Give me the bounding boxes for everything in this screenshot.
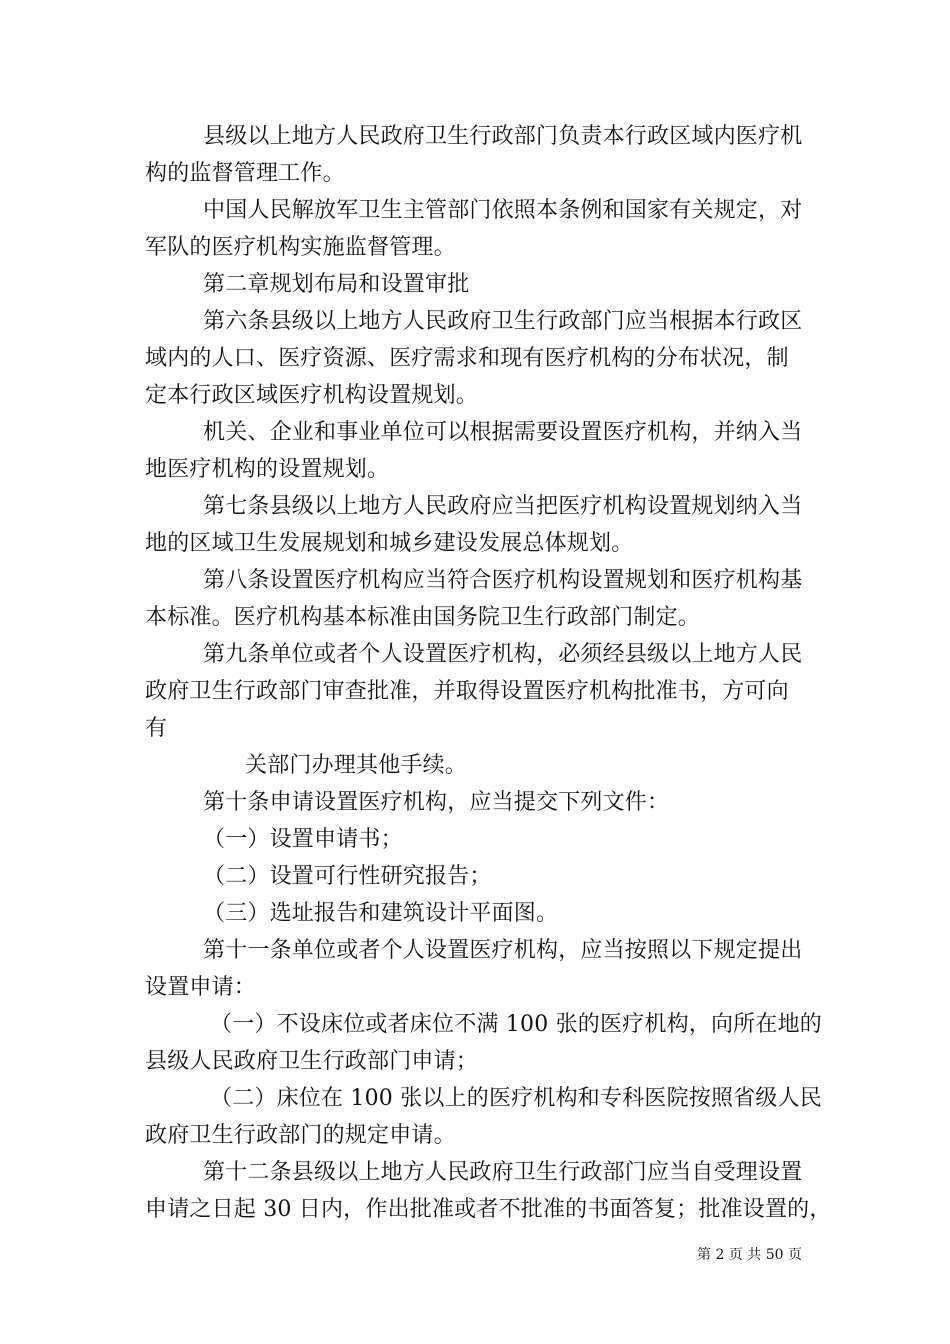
text-line: 关部门办理其他手续。: [245, 753, 468, 778]
list-item: （一）设置申请书；: [203, 827, 403, 852]
list-item: （一）不设床位或者床位不满 100 张的医疗机构，向所在地的: [210, 1012, 822, 1037]
text-line: 地的区域卫生发展规划和城乡建设发展总体规划。: [145, 531, 634, 556]
list-item: （三）选址报告和建筑设计平面图。: [203, 901, 559, 926]
list-item: （二）设置可行性研究报告；: [203, 864, 492, 889]
text-line: 第七条县级以上地方人民政府应当把医疗机构设置规划纳入当: [203, 494, 803, 519]
text-line: 县级以上地方人民政府卫生行政部门负责本行政区域内医疗机: [203, 124, 803, 149]
page-number-footer: 第 2 页 共 50 页: [697, 1247, 802, 1263]
text-line: 第八条设置医疗机构应当符合医疗机构设置规划和医疗机构基: [203, 568, 803, 593]
text-line: 设置申请：: [145, 975, 257, 1000]
text-line: 第十条申请设置医疗机构，应当提交下列文件：: [203, 790, 670, 815]
list-item: （二）床位在 100 张以上的医疗机构和专科医院按照省级人民: [210, 1086, 822, 1111]
text-line: 第六条县级以上地方人民政府卫生行政部门应当根据本行政区: [203, 309, 803, 334]
text-line: 第十一条单位或者个人设置医疗机构，应当按照以下规定提出: [203, 938, 803, 963]
text-line: 本标准。医疗机构基本标准由国务院卫生行政部门制定。: [145, 605, 701, 630]
text-line: 军队的医疗机构实施监督管理。: [145, 235, 456, 260]
text-line: 域内的人口、医疗资源、医疗需求和现有医疗机构的分布状况，制: [145, 346, 789, 371]
text-line: 定本行政区域医疗机构设置规划。: [145, 383, 479, 408]
text-line: 政府卫生行政部门的规定申请。: [145, 1123, 456, 1148]
text-line: 有: [145, 716, 168, 741]
text-line: 申请之日起 30 日内，作出批准或者不批准的书面答复；批准设置的，: [145, 1197, 832, 1222]
chapter-heading: 第二章规划布局和设置审批: [203, 272, 470, 297]
text-line: 县级人民政府卫生行政部门申请；: [145, 1049, 479, 1074]
text-line: 构的监督管理工作。: [145, 161, 345, 186]
text-line: 第十二条县级以上地方人民政府卫生行政部门应当自受理设置: [203, 1160, 803, 1185]
text-line: 中国人民解放军卫生主管部门依照本条例和国家有关规定，对: [203, 198, 803, 223]
text-line: 第九条单位或者个人设置医疗机构，必须经县级以上地方人民: [203, 642, 803, 667]
text-line: 政府卫生行政部门审查批准，并取得设置医疗机构批准书，方可向: [145, 679, 789, 704]
text-line: 机关、企业和事业单位可以根据需要设置医疗机构，并纳入当: [203, 420, 803, 445]
text-line: 地医疗机构的设置规划。: [145, 457, 390, 482]
